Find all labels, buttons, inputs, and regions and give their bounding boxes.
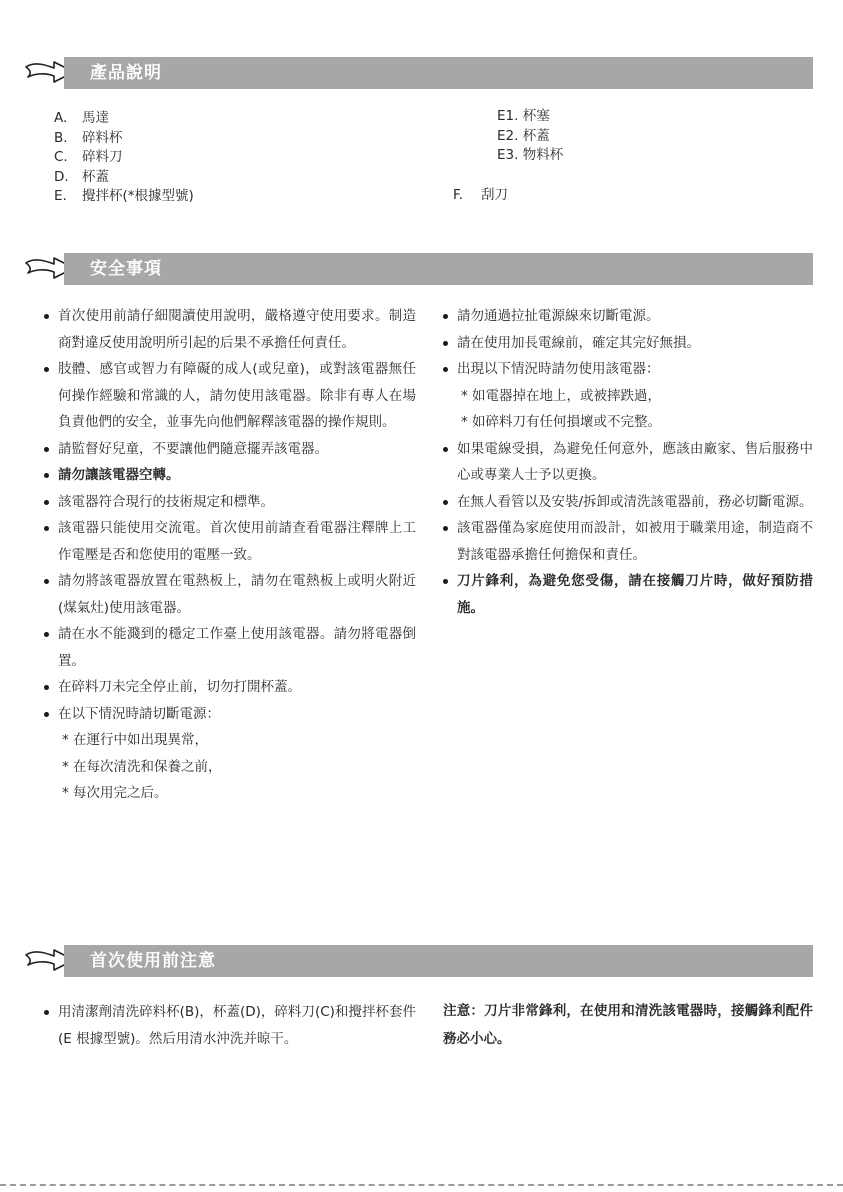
safety-item-warning: 刀片鋒利，為避免您受傷，請在接觸刀片時，做好預防措施。 [443,568,813,621]
safety-item: 該電器只能使用交流電。首次使用前請查看電器注釋牌上工作電壓是否和您使用的電壓一致。 [44,515,416,568]
safety-item: 該電器僅為家庭使用而設計，如被用于職業用途，制造商不對該電器承擔任何擔保和責任。 [443,515,813,568]
safety-item: 請在水不能濺到的穩定工作臺上使用該電器。請勿將電器倒置。 [44,621,416,674]
section-title: 產品說明 [90,63,162,83]
section-title: 首次使用前注意 [90,951,216,971]
parts-list-left [54,109,414,207]
first-use-list [44,999,416,1052]
safety-subitem: * 每次用完之后。 [62,785,168,801]
page-bottom-divider [0,1184,843,1186]
safety-item: 首次使用前請仔細閱讀使用說明，嚴格遵守使用要求。制造商對違反使用說明所引起的后果不承擔任何責任。 [44,303,416,356]
safety-item: 請勿通過拉扯電源線來切斷電源。 [443,303,813,330]
parts-list-item: A. 馬達 [54,110,109,126]
safety-item: 請在使用加長電線前，確定其完好無損。 [443,330,813,357]
parts-list-item-f: F. 刮刀 [453,187,508,203]
safety-item: 該電器符合現行的技術規定和標準。 [44,489,416,516]
safety-item-warning: 請勿讓該電器空轉。 [44,462,416,489]
safety-subitem: * 如碎料刀有任何損壞或不完整。 [461,414,662,430]
parts-list-item: C. 碎料刀 [54,149,123,165]
safety-item: 肢體、感官或智力有障礙的成人(或兒童)，或對該電器無任何操作經驗和常識的人，請勿使用該電器。除非有專人在場負責他們的安全，並事先向他們解釋該電器的操作規則。 [44,356,416,436]
safety-list-right [443,303,813,621]
safety-subitem: * 如電器掉在地上，或被摔跌過， [461,387,662,404]
section-header-first-use [64,945,813,977]
section-title: 安全事項 [90,259,162,279]
safety-item: 請監督好兒童，不要讓他們隨意擺弄該電器。 [44,436,416,463]
safety-item: 如果電線受損，為避免任何意外，應該由廠家、售后服務中心或專業人士予以更換。 [443,436,813,489]
parts-list-item: B. 碎料杯 [54,129,123,146]
first-use-note [443,997,813,1053]
parts-list-item: D. 杯蓋 [54,168,109,185]
safety-list-left [44,303,416,807]
safety-item: 在碎料刀未完全停止前，切勿打開杯蓋。 [44,674,416,701]
safety-item: 在以下情況時請切斷電源： [44,701,416,728]
safety-item: 出現以下情況時請勿使用該電器： [443,356,813,383]
parts-list-item: E. 攪拌杯(*根據型號) [54,188,194,204]
parts-sub-item: E1. 杯塞 [497,108,550,124]
safety-subitem: * 在每次清洗和保養之前， [62,758,222,775]
parts-sub-item: E2. 杯蓋 [497,127,550,144]
section-header-product [64,57,813,89]
safety-item: 請勿將該電器放置在電熱板上，請勿在電熱板上或明火附近(煤氣灶)使用該電器。 [44,568,416,621]
first-use-item: 用清潔劑清洗碎料杯(B)，杯蓋(D)，碎料刀(C)和攪拌杯套件(E 根據型號)。然后用清水沖洗并晾干。 [44,999,416,1052]
section-header-safety [64,253,813,285]
warning-note: 注意：刀片非常鋒利，在使用和清洗該電器時，接觸鋒利配件務必小心。 [443,1003,813,1047]
safety-item: 在無人看管以及安裝/拆卸或清洗該電器前，務必切斷電源。 [443,489,813,516]
parts-list-right-sub [497,107,797,166]
parts-sub-item: E3. 物料杯 [497,147,564,163]
safety-subitem: * 在運行中如出現異常， [62,732,209,748]
